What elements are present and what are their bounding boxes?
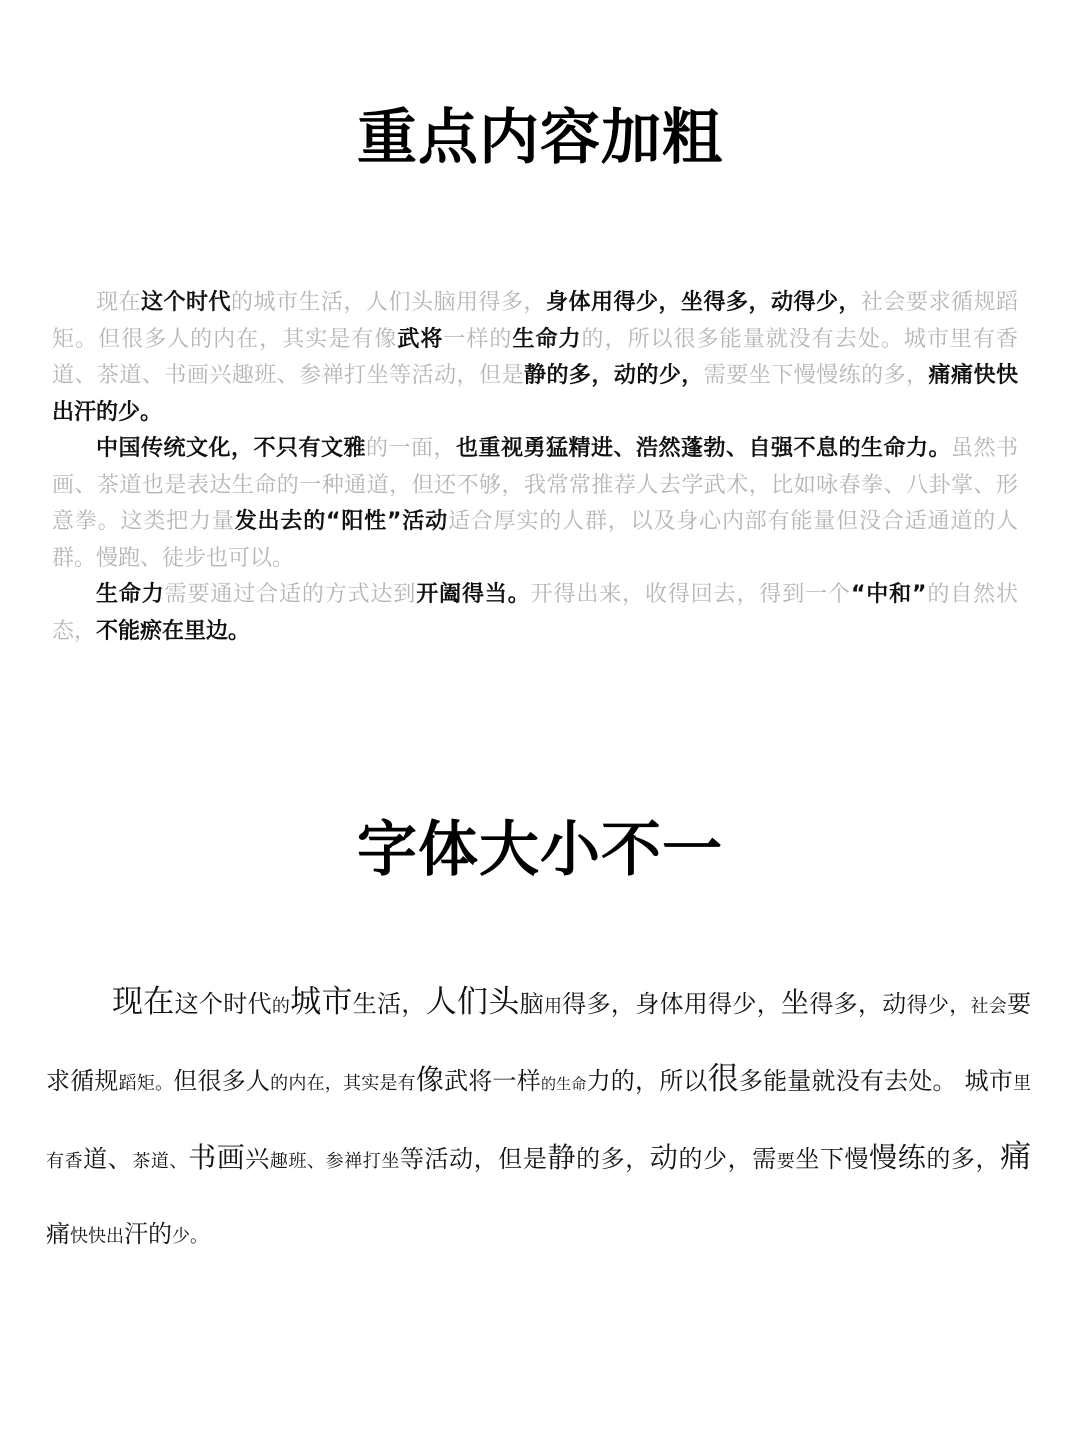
sized-text-run: 等活动，但是 [399, 1145, 548, 1173]
sized-text-run: 快快出 [70, 1226, 124, 1247]
sized-text-run: 现在 [112, 984, 175, 1020]
sized-text-run: 这个时代 [174, 990, 272, 1018]
sized-text-run: 道、 [83, 1145, 133, 1173]
sized-text-run: 的多， [576, 1145, 650, 1173]
sized-text-run: 武将一样 [444, 1067, 541, 1095]
bold-text-run: 武将 [397, 326, 444, 352]
bold-text-run: 也重视勇猛精进、浩然蓬勃、自强不息的生命力。 [455, 436, 951, 461]
bold-text-run: 发出去的“阳性”活动 [234, 509, 448, 534]
paragraph-2 [52, 431, 1018, 577]
sized-text-run: 其实是有 [343, 1073, 416, 1094]
normal-text-run: 虽然书画、茶道也是表达生命的一种通道，但还不够，我常常推荐人去学武术，比如咏春拳、八卦掌、形意拳。这类把力量 [52, 436, 1018, 534]
normal-text-run: 的一面， [365, 436, 456, 461]
normal-text-run: 现在 [96, 290, 141, 315]
sized-text-run: 静 [547, 1141, 577, 1174]
section-title-font-size: 字体大小不一 [357, 815, 723, 885]
normal-text-run: 的自然状态， [52, 582, 1018, 644]
bold-text-run: 身体用得少，坐得多，动得少， [545, 290, 861, 315]
sized-text-run: 里有香 [46, 1073, 1032, 1172]
sized-text-run: 要 [776, 1151, 796, 1172]
bold-text-run: 不能瘀在里边。 [96, 618, 251, 644]
bold-text-run: 这个时代 [141, 290, 231, 315]
section-title-bold: 重点内容加粗 [357, 103, 723, 173]
bold-text-run: 生命力 [512, 326, 582, 352]
sized-text-run: 像 [415, 1063, 445, 1096]
normal-text-run: 需要坐下慢慢练的多， [703, 363, 929, 388]
sized-text-run: 身体用得少， [635, 990, 782, 1018]
sized-text-run: 但很多人 [173, 1067, 271, 1095]
sized-text-run: 痛 [1000, 1139, 1032, 1175]
sized-text-run: 趣班、参禅打坐 [269, 1151, 400, 1172]
sized-text-run: 书画 [188, 1141, 246, 1174]
bold-text-run: 痛痛快快出汗的少。 [52, 363, 1018, 425]
sized-text-run: 得少， [906, 993, 971, 1017]
sized-text-run: 的多， [926, 1145, 1001, 1173]
sized-text-run: 很 [707, 1061, 739, 1097]
sized-text-run: 的少，需 [678, 1145, 777, 1173]
sized-text-run: 兴 [245, 1145, 270, 1173]
sized-text-run: 坐下慢 [795, 1145, 870, 1173]
sized-text-run: 得多， [809, 990, 883, 1018]
sized-text-run: 茶道、 [132, 1151, 189, 1172]
bold-text-run: 中国传统文化，不只有文雅 [96, 436, 366, 461]
mixed-size-paragraph [46, 966, 1031, 1273]
sized-text-run: 动 [882, 990, 907, 1018]
normal-text-run: 社会要求循规蹈矩。但很多人的内在，其实是有像 [52, 290, 1018, 352]
sized-text-run: 多能量就没有去处。 城市 [738, 1067, 1014, 1095]
sized-text-run: 脑 [519, 990, 544, 1018]
mixed-size-text-block [46, 966, 1031, 1273]
sized-text-run: 汗的 [124, 1220, 172, 1248]
sized-text-run: 用 [543, 996, 563, 1017]
sized-text-run: 得多， [562, 990, 636, 1018]
sized-text-run: 城市 [290, 984, 353, 1020]
normal-text-run: 的，所以很多能量就没有去处。城市里有香道、茶道、书画兴趣班、参禅打坐等活动，但是 [52, 326, 1018, 388]
sized-text-run: 痛 [46, 1220, 70, 1248]
normal-text-run: 适合厚实的人群，以及身心内部有能量但没合适通道的人群。慢跑、徒步也可以。 [52, 509, 1018, 571]
bold-text-run: 生命力 [96, 582, 165, 607]
sized-text-run: 少。 [172, 1226, 208, 1247]
sized-text-run: 要求循规 [46, 990, 1032, 1095]
sized-text-run: 社会 [970, 996, 1008, 1017]
normal-text-run: 的城市生活，人们头脑用得多， [231, 290, 546, 315]
sized-text-run: 蹈矩。 [118, 1073, 174, 1094]
normal-text-run: 一样的 [443, 326, 513, 352]
sized-text-run: 生活， [352, 990, 426, 1018]
sized-text-run: 动 [649, 1141, 679, 1174]
sized-text-run: 人们头 [425, 984, 520, 1020]
sized-text-run: 的生命 [540, 1075, 587, 1093]
bold-text-run: “中和” [850, 582, 927, 607]
sized-text-run: 的 [271, 996, 291, 1017]
bold-text-run: 开阖得当。 [416, 582, 531, 607]
sized-text-run: 慢练 [869, 1141, 927, 1174]
bold-text-run: 静的多，动的少， [523, 363, 704, 388]
sized-text-run: 力的，所以 [586, 1067, 708, 1095]
bold-emphasis-text-block [52, 285, 1018, 650]
normal-text-run: 开得出来，收得回去，得到一个 [530, 582, 851, 607]
paragraph-3 [52, 577, 1018, 650]
sized-text-run: 坐 [781, 986, 810, 1019]
paragraph-1 [52, 285, 1018, 431]
normal-text-run: 需要通过合适的方式达到 [164, 582, 417, 607]
sized-text-run: 的内在， [270, 1073, 343, 1094]
